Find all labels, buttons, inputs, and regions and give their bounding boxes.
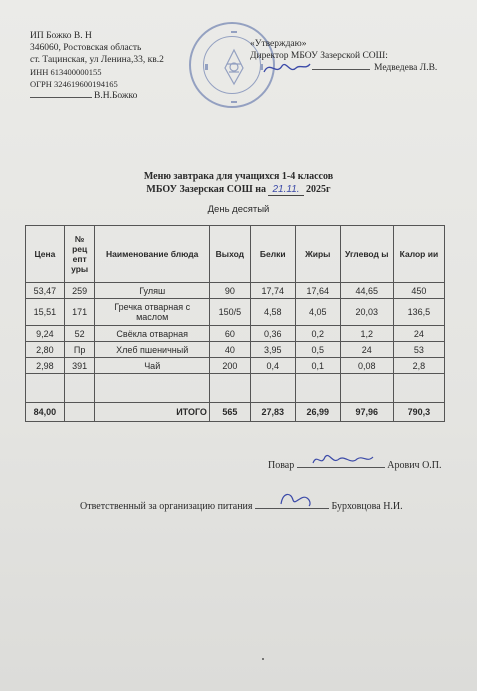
approval-position: Директор МБОУ Зазерской СОШ: (250, 51, 388, 61)
responsible-signature (277, 490, 313, 510)
menu-title (0, 170, 477, 196)
cell-protein: 0,4 (250, 358, 295, 374)
total-price: 84,00 (26, 403, 65, 422)
table-row (26, 326, 445, 342)
total-fat: 26,99 (295, 403, 340, 422)
responsible-signature-line (255, 498, 329, 509)
table-row (26, 342, 445, 358)
cell-carbs: 44,65 (340, 283, 393, 299)
total-label: ИТОГО (95, 403, 209, 422)
cell-portion: 90 (209, 283, 250, 299)
cell-calories: 24 (393, 326, 444, 342)
issuer-inn: ИНН 613400000155 (30, 67, 102, 77)
menu-table (25, 225, 445, 422)
cell-fat: 0,5 (295, 342, 340, 358)
cell-carbs: 1,2 (340, 326, 393, 342)
responsible-signature-row (80, 498, 403, 512)
cell-dish: Гуляш (95, 283, 209, 299)
cell-protein: 4,58 (250, 299, 295, 326)
total-portion: 565 (209, 403, 250, 422)
cell-calories: 53 (393, 342, 444, 358)
header-protein: Белки (250, 226, 295, 283)
approval-signer: Медведева Л.В. (374, 63, 438, 73)
signature-blank (30, 97, 92, 98)
approval-heading: «Утверждаю» (250, 39, 307, 49)
total-carbs: 97,96 (340, 403, 393, 422)
menu-title-line-1: Меню завтрака для учащихся 1-4 классов (143, 171, 334, 182)
table-row (26, 358, 445, 374)
total-protein: 27,83 (250, 403, 295, 422)
handwritten-date: 21.11. (268, 184, 303, 196)
cell-price: 15,51 (26, 299, 65, 326)
cell-fat: 17,64 (295, 283, 340, 299)
table-header-row (26, 226, 445, 283)
cook-signature-row (268, 457, 442, 471)
cell-calories: 136,5 (393, 299, 444, 326)
cell-dish: Хлеб пшеничный (95, 342, 209, 358)
issuer-ogrn: ОГРН 324619600194165 (30, 79, 118, 89)
header-calories: Калор ии (393, 226, 444, 283)
cell-recipe: 171 (64, 299, 95, 326)
cell-price: 2,80 (26, 342, 65, 358)
cell-price: 53,47 (26, 283, 65, 299)
issuer-address-1: 346060, Ростовская область (30, 43, 142, 53)
cell-protein: 0,36 (250, 326, 295, 342)
year: 2025г (306, 184, 331, 195)
menu-title-line-2 (0, 183, 477, 196)
school-name: МБОУ Зазерская СОШ на (146, 184, 266, 195)
cell-price: 9,24 (26, 326, 65, 342)
cell-portion: 40 (209, 342, 250, 358)
responsible-name: Бурховцова Н.И. (331, 501, 403, 512)
cell-protein: 3,95 (250, 342, 295, 358)
cell-fat: 0,1 (295, 358, 340, 374)
header-dish-name: Наименование блюда (95, 226, 209, 283)
day-label: День десятый (207, 204, 270, 215)
cell-dish: Свёкла отварная (95, 326, 209, 342)
cell-recipe: Пр (64, 342, 95, 358)
cook-label: Повар (268, 460, 295, 471)
header-carbs: Углевод ы (340, 226, 393, 283)
cell-protein: 17,74 (250, 283, 295, 299)
cell-portion: 150/5 (209, 299, 250, 326)
cell-carbs: 24 (340, 342, 393, 358)
cell-recipe: 259 (64, 283, 95, 299)
issuer-signature-line (30, 90, 164, 102)
cell-dish: Чай (95, 358, 209, 374)
cell-price: 2,98 (26, 358, 65, 374)
cell-recipe: 391 (64, 358, 95, 374)
responsible-label: Ответственный за организацию питания (80, 501, 253, 512)
cell-portion: 60 (209, 326, 250, 342)
table-total-row (26, 403, 445, 422)
cell-dish: Гречка отварная с маслом (95, 299, 209, 326)
director-signature (262, 58, 312, 78)
table-row (26, 299, 445, 326)
header-fat: Жиры (295, 226, 340, 283)
cell-fat: 4,05 (295, 299, 340, 326)
table-empty-row (26, 374, 445, 403)
page-mark (262, 658, 264, 660)
header-portion: Выход (209, 226, 250, 283)
signature-blank (312, 69, 370, 70)
cell-portion: 200 (209, 358, 250, 374)
cell-carbs: 0,08 (340, 358, 393, 374)
header-price: Цена (26, 226, 65, 283)
cook-signature-line (297, 457, 385, 468)
issuer-block (30, 30, 164, 102)
cell-recipe: 52 (64, 326, 95, 342)
total-calories: 790,3 (393, 403, 444, 422)
issuer-address-2: ст. Тацинская, ул Ленина,33, кв.2 (30, 55, 164, 65)
issuer-name: ИП Божко В. Н (30, 31, 92, 41)
table-row (26, 283, 445, 299)
issuer-signer: В.Н.Божко (94, 91, 138, 101)
cook-name: Арович О.П. (387, 460, 442, 471)
cell-calories: 2,8 (393, 358, 444, 374)
cell-fat: 0,2 (295, 326, 340, 342)
cell-carbs: 20,03 (340, 299, 393, 326)
cell-calories: 450 (393, 283, 444, 299)
header-recipe-number: № рец епт уры (64, 226, 95, 283)
cook-signature (311, 451, 375, 469)
total-recipe (64, 403, 95, 422)
